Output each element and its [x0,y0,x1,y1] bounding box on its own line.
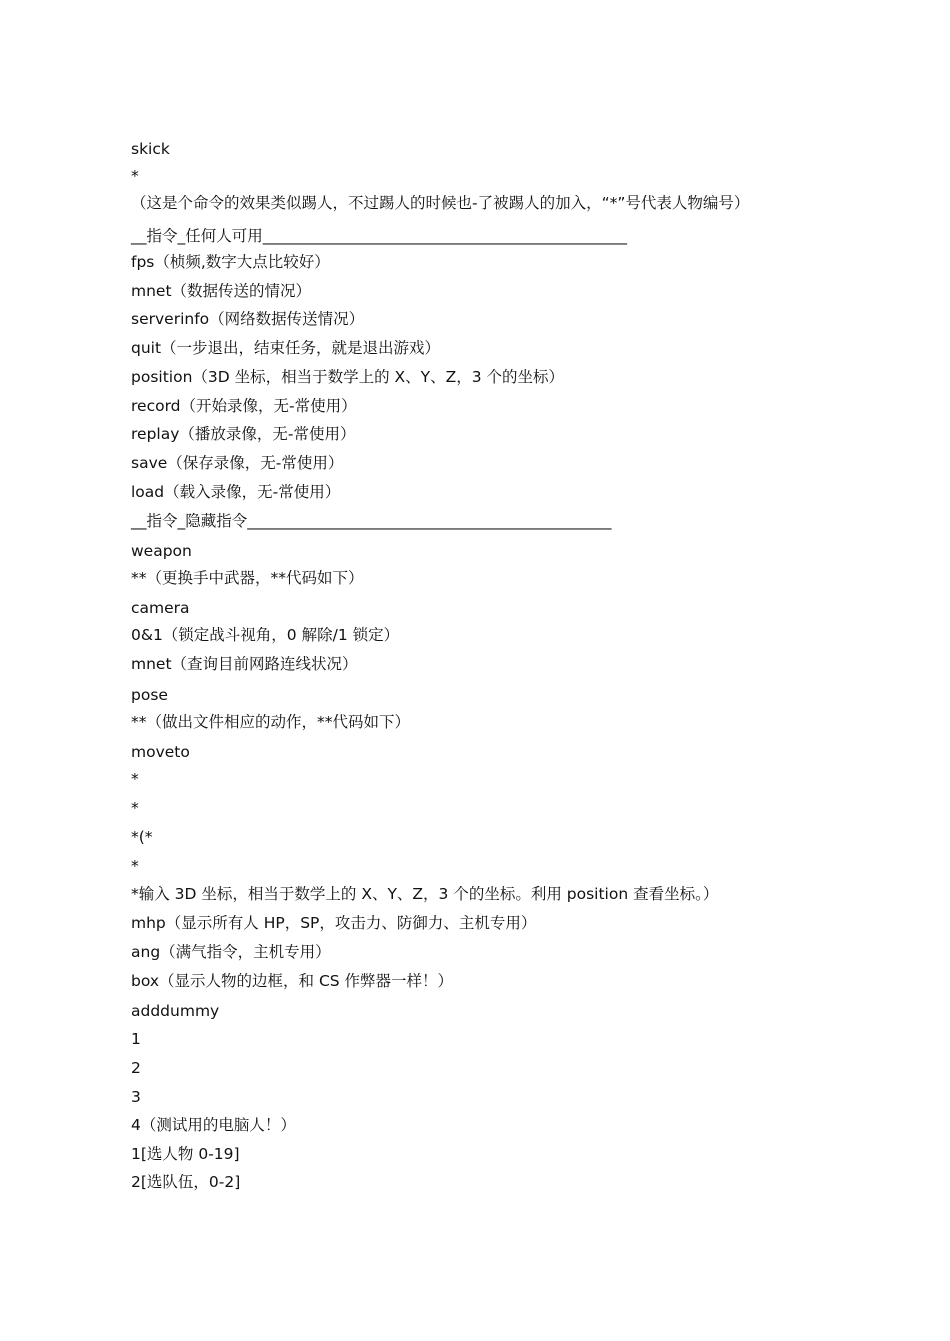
line-box: box（显示人物的边框，和 CS 作弊器一样！） [131,972,454,990]
line-pose-description: **（做出文件相应的动作，**代码如下） [131,713,411,731]
line-fps: fps（桢频,数字大点比较好） [131,253,330,271]
line-record: record（开始录像，无-常使用） [131,397,357,415]
section-heading-hidden: __指令_隐藏指令_______________________________________________ [131,512,612,530]
line-asterisk-paren: *(* [131,828,153,846]
section-heading-anyone: __指令_任何人可用_______________________________________________ [131,227,628,245]
line-weapon: weapon [131,542,192,560]
line-select-character: 1[选人物 0-19] [131,1145,240,1163]
line-quit: quit（一步退出，结束任务，就是退出游戏） [131,339,441,357]
line-asterisk: * [131,167,139,185]
line-weapon-description: **（更换手中武器，**代码如下） [131,569,364,587]
line-camera-description: 0&1（锁定战斗视角，0 解除/1 锁定） [131,626,400,644]
line-load: load（载入录像，无-常使用） [131,483,341,501]
line-mnet: mnet（数据传送的情况） [131,282,312,300]
line-replay: replay（播放录像，无-常使用） [131,425,356,443]
line-number-3: 3 [131,1088,141,1106]
line-number-2: 2 [131,1059,141,1077]
line-position: position（3D 坐标，相当于数学上的 X、Y、Z，3 个的坐标） [131,368,565,386]
line-asterisk: * [131,799,139,817]
line-ang: ang（满气指令，主机专用） [131,943,331,961]
line-save: save（保存录像，无-常使用） [131,454,344,472]
line-skick: skick [131,140,170,158]
line-moveto: moveto [131,743,190,761]
line-pose: pose [131,686,168,704]
line-number-1: 1 [131,1030,141,1048]
line-skick-description: （这是个命令的效果类似踢人，不过踢人的时候也-了被踢人的加入，“*”号代表人物编号） [131,194,750,212]
line-serverinfo: serverinfo（网络数据传送情况） [131,310,365,328]
line-select-team: 2[选队伍，0-2] [131,1173,241,1191]
line-mhp: mhp（显示所有人 HP，SP，攻击力、防御力、主机专用） [131,914,537,932]
line-number-4: 4（测试用的电脑人！） [131,1116,296,1134]
line-asterisk: * [131,770,139,788]
line-mnet-query: mnet（查询目前网路连线状况） [131,655,358,673]
line-asterisk: * [131,857,139,875]
line-camera: camera [131,599,190,617]
line-moveto-description: *输入 3D 坐标，相当于数学上的 X、Y、Z，3 个的坐标。利用 position 查看坐标。） [131,885,719,903]
line-adddummy: adddummy [131,1002,220,1020]
